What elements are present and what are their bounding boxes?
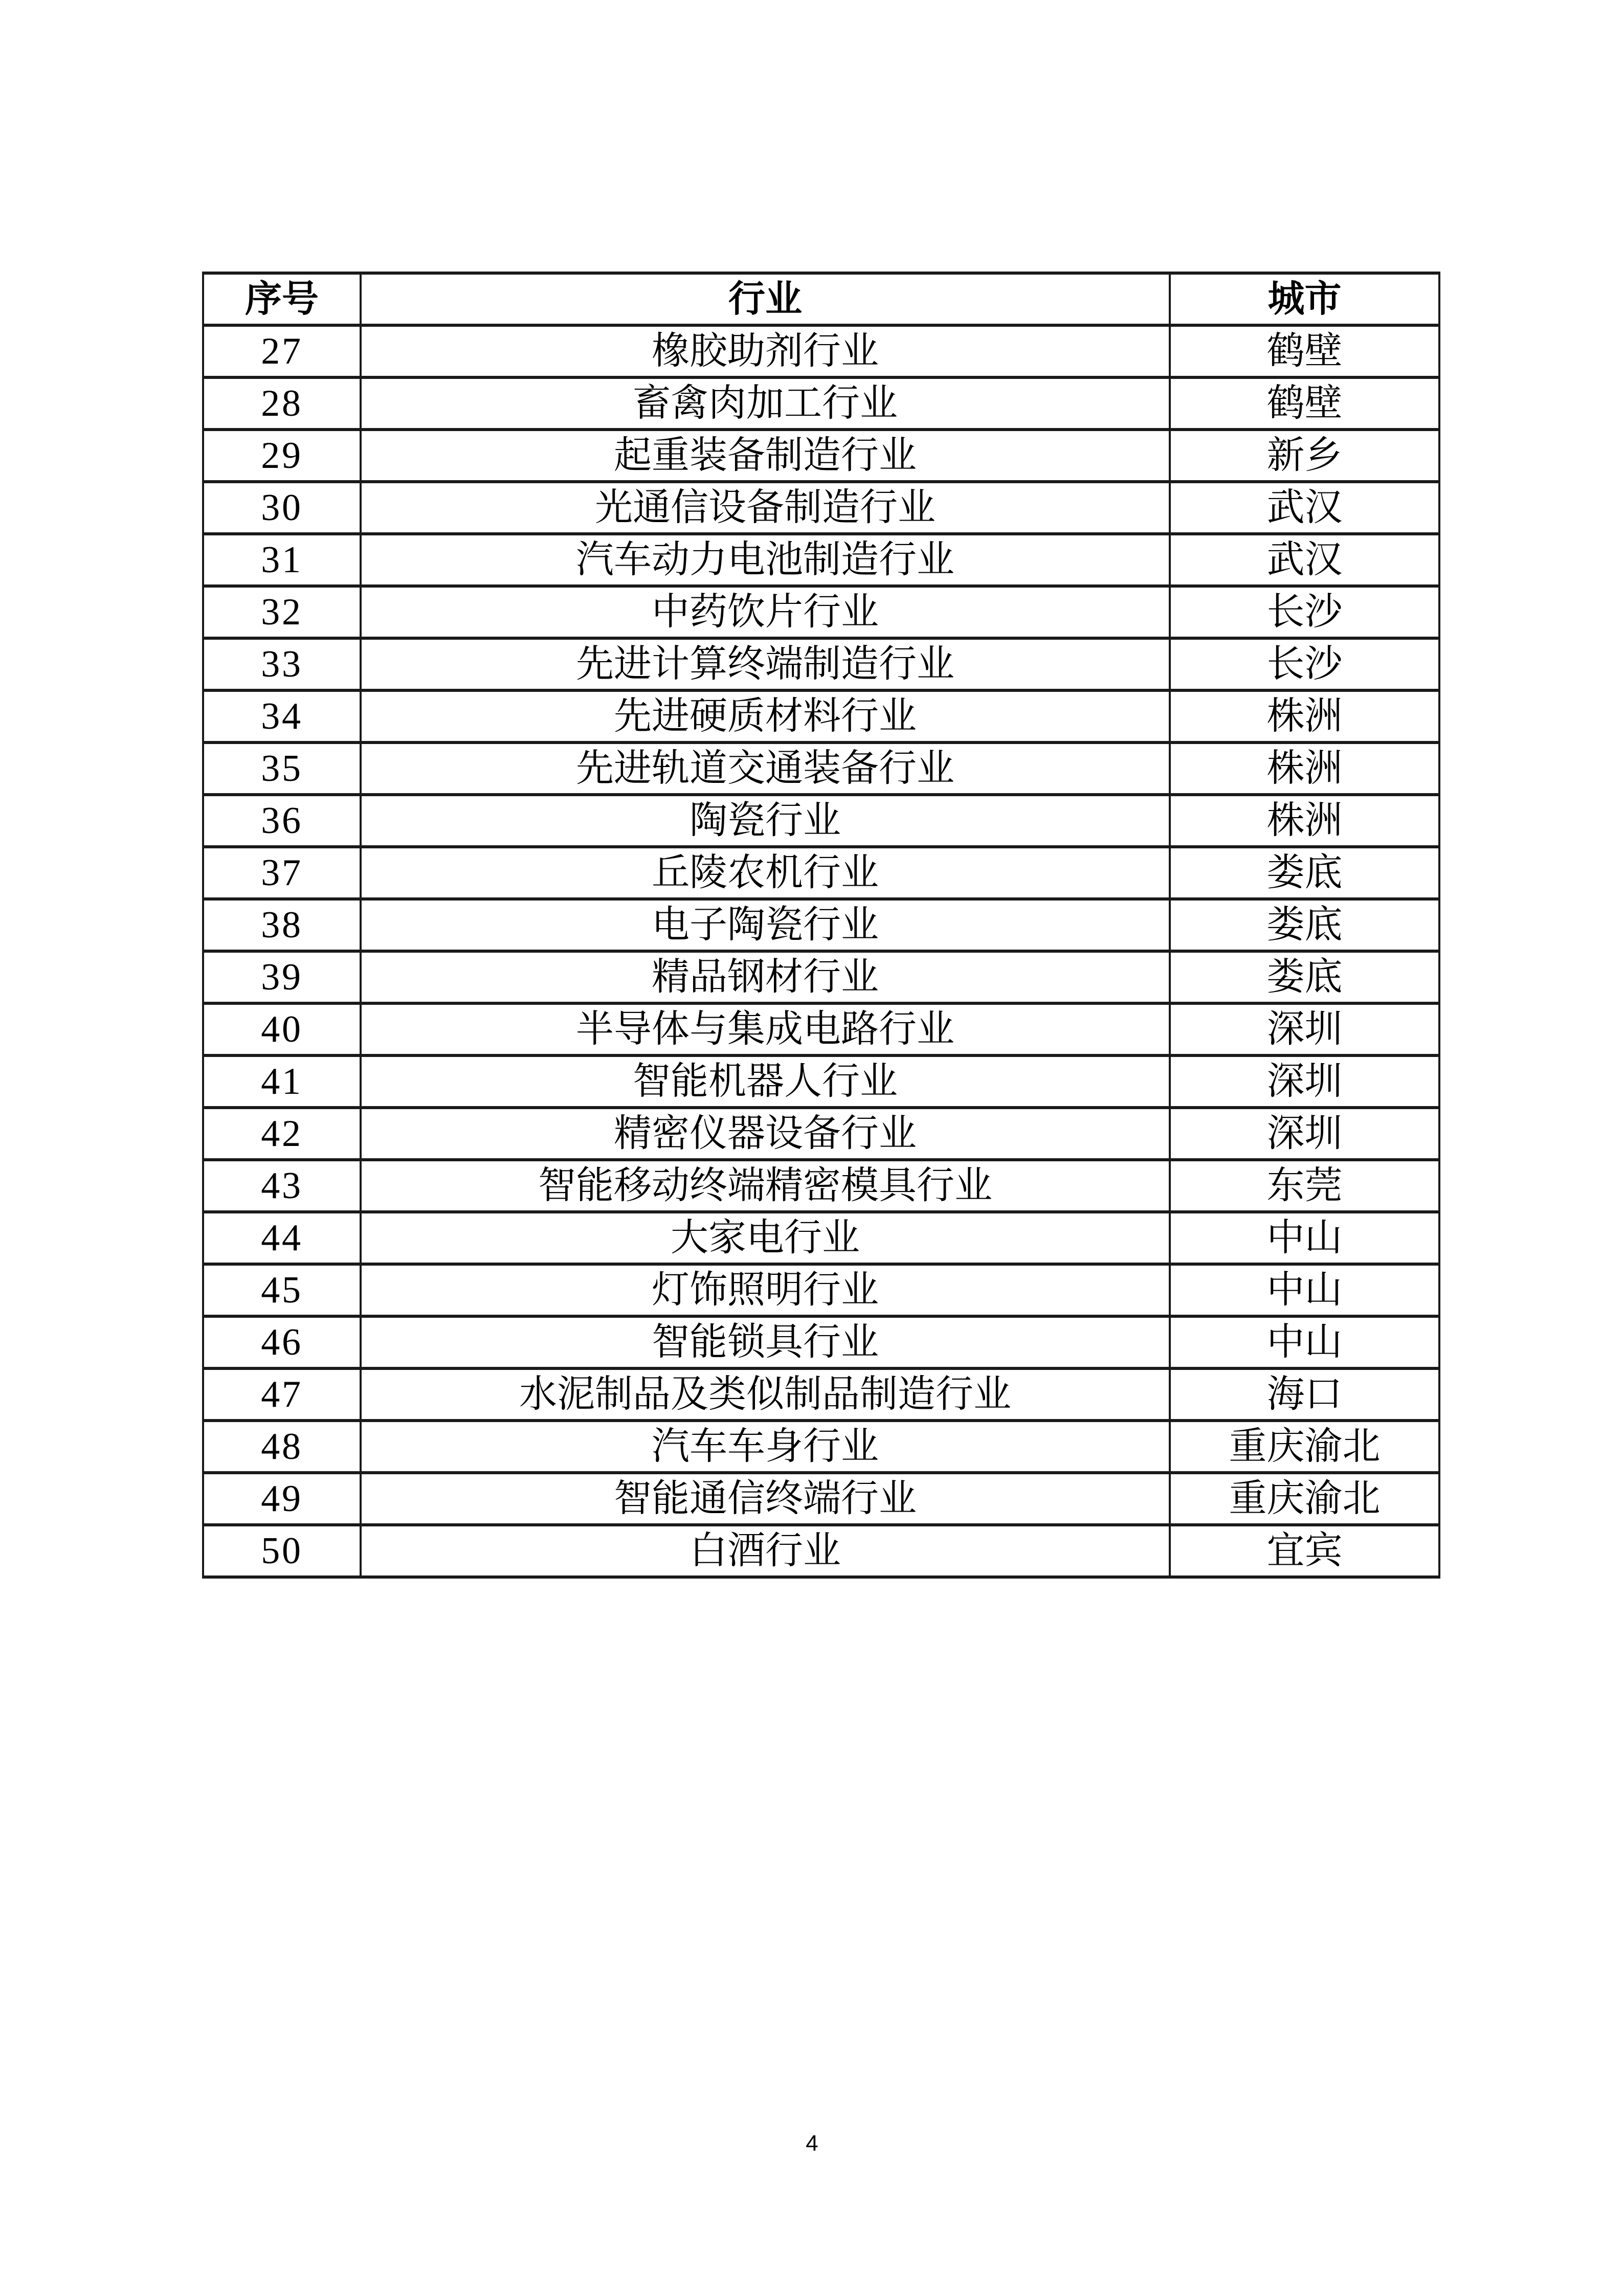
table-body	[203, 325, 1439, 1577]
city-cell: 武汉	[1170, 534, 1439, 586]
industry-cell: 先进计算终端制造行业	[361, 638, 1170, 690]
row-number-cell: 38	[203, 899, 361, 951]
industry-cell: 智能机器人行业	[361, 1055, 1170, 1108]
city-cell: 长沙	[1170, 586, 1439, 638]
row-number-cell: 44	[203, 1212, 361, 1264]
industry-cell: 丘陵农机行业	[361, 847, 1170, 899]
table-row	[203, 482, 1439, 534]
table-row	[203, 534, 1439, 586]
row-number-cell: 37	[203, 847, 361, 899]
table-row	[203, 1055, 1439, 1108]
table-row	[203, 1108, 1439, 1160]
industry-cell: 灯饰照明行业	[361, 1264, 1170, 1316]
industry-cell: 半导体与集成电路行业	[361, 1003, 1170, 1055]
industry-cell: 精品钢材行业	[361, 951, 1170, 1003]
table-row	[203, 1160, 1439, 1212]
industry-cell: 智能通信终端行业	[361, 1473, 1170, 1525]
city-cell: 娄底	[1170, 951, 1439, 1003]
table-header-row	[203, 273, 1439, 325]
table-row	[203, 1421, 1439, 1473]
industry-cell: 起重装备制造行业	[361, 430, 1170, 482]
city-cell: 中山	[1170, 1316, 1439, 1368]
city-cell: 株洲	[1170, 742, 1439, 795]
city-cell: 新乡	[1170, 430, 1439, 482]
row-number-cell: 47	[203, 1368, 361, 1421]
city-cell: 东莞	[1170, 1160, 1439, 1212]
industry-cell: 光通信设备制造行业	[361, 482, 1170, 534]
table-row	[203, 742, 1439, 795]
industry-cell: 中药饮片行业	[361, 586, 1170, 638]
table-row	[203, 1473, 1439, 1525]
row-number-cell: 30	[203, 482, 361, 534]
city-cell: 中山	[1170, 1212, 1439, 1264]
row-number-cell: 35	[203, 742, 361, 795]
city-cell: 海口	[1170, 1368, 1439, 1421]
city-cell: 鹤壁	[1170, 377, 1439, 430]
industry-cell: 智能移动终端精密模具行业	[361, 1160, 1170, 1212]
table-row	[203, 1003, 1439, 1055]
industry-cell: 畜禽肉加工行业	[361, 377, 1170, 430]
industry-cell: 先进硬质材料行业	[361, 690, 1170, 742]
row-number-cell: 50	[203, 1525, 361, 1577]
page-number: 4	[806, 2131, 818, 2156]
industry-cell: 白酒行业	[361, 1525, 1170, 1577]
table-row	[203, 1264, 1439, 1316]
row-number-cell: 46	[203, 1316, 361, 1368]
table-row	[203, 951, 1439, 1003]
row-number-cell: 42	[203, 1108, 361, 1160]
row-number-cell: 40	[203, 1003, 361, 1055]
city-cell: 鹤壁	[1170, 325, 1439, 377]
city-cell: 深圳	[1170, 1108, 1439, 1160]
table-row	[203, 847, 1439, 899]
row-number-cell: 39	[203, 951, 361, 1003]
table-row	[203, 325, 1439, 377]
table-row	[203, 1212, 1439, 1264]
city-cell: 深圳	[1170, 1055, 1439, 1108]
table-row	[203, 899, 1439, 951]
table-row	[203, 377, 1439, 430]
table-row	[203, 638, 1439, 690]
city-cell: 重庆渝北	[1170, 1473, 1439, 1525]
row-number-cell: 48	[203, 1421, 361, 1473]
city-cell: 长沙	[1170, 638, 1439, 690]
table-row	[203, 1368, 1439, 1421]
row-number-cell: 36	[203, 795, 361, 847]
city-cell: 武汉	[1170, 482, 1439, 534]
industry-cell: 电子陶瓷行业	[361, 899, 1170, 951]
industry-cell: 橡胶助剂行业	[361, 325, 1170, 377]
row-number-cell: 31	[203, 534, 361, 586]
industry-cell: 智能锁具行业	[361, 1316, 1170, 1368]
row-number-cell: 45	[203, 1264, 361, 1316]
city-cell: 娄底	[1170, 899, 1439, 951]
row-number-cell: 29	[203, 430, 361, 482]
row-number-cell: 32	[203, 586, 361, 638]
city-cell: 娄底	[1170, 847, 1439, 899]
header-cell-industry: 行业	[361, 273, 1170, 325]
industry-cell: 大家电行业	[361, 1212, 1170, 1264]
city-cell: 宜宾	[1170, 1525, 1439, 1577]
header-cell-serial: 序号	[203, 273, 361, 325]
table-row	[203, 690, 1439, 742]
industry-cell: 汽车车身行业	[361, 1421, 1170, 1473]
industry-cell: 水泥制品及类似制品制造行业	[361, 1368, 1170, 1421]
city-cell: 重庆渝北	[1170, 1421, 1439, 1473]
city-cell: 株洲	[1170, 690, 1439, 742]
industry-cell: 精密仪器设备行业	[361, 1108, 1170, 1160]
table-row	[203, 586, 1439, 638]
row-number-cell: 41	[203, 1055, 361, 1108]
table-row	[203, 795, 1439, 847]
row-number-cell: 49	[203, 1473, 361, 1525]
industry-city-table	[202, 272, 1440, 1579]
table-row	[203, 1316, 1439, 1368]
industry-cell: 汽车动力电池制造行业	[361, 534, 1170, 586]
row-number-cell: 34	[203, 690, 361, 742]
row-number-cell: 28	[203, 377, 361, 430]
industry-cell: 先进轨道交通装备行业	[361, 742, 1170, 795]
row-number-cell: 43	[203, 1160, 361, 1212]
row-number-cell: 27	[203, 325, 361, 377]
table-row	[203, 430, 1439, 482]
table-row	[203, 1525, 1439, 1577]
industry-cell: 陶瓷行业	[361, 795, 1170, 847]
row-number-cell: 33	[203, 638, 361, 690]
city-cell: 株洲	[1170, 795, 1439, 847]
city-cell: 深圳	[1170, 1003, 1439, 1055]
header-cell-city: 城市	[1170, 273, 1439, 325]
city-cell: 中山	[1170, 1264, 1439, 1316]
